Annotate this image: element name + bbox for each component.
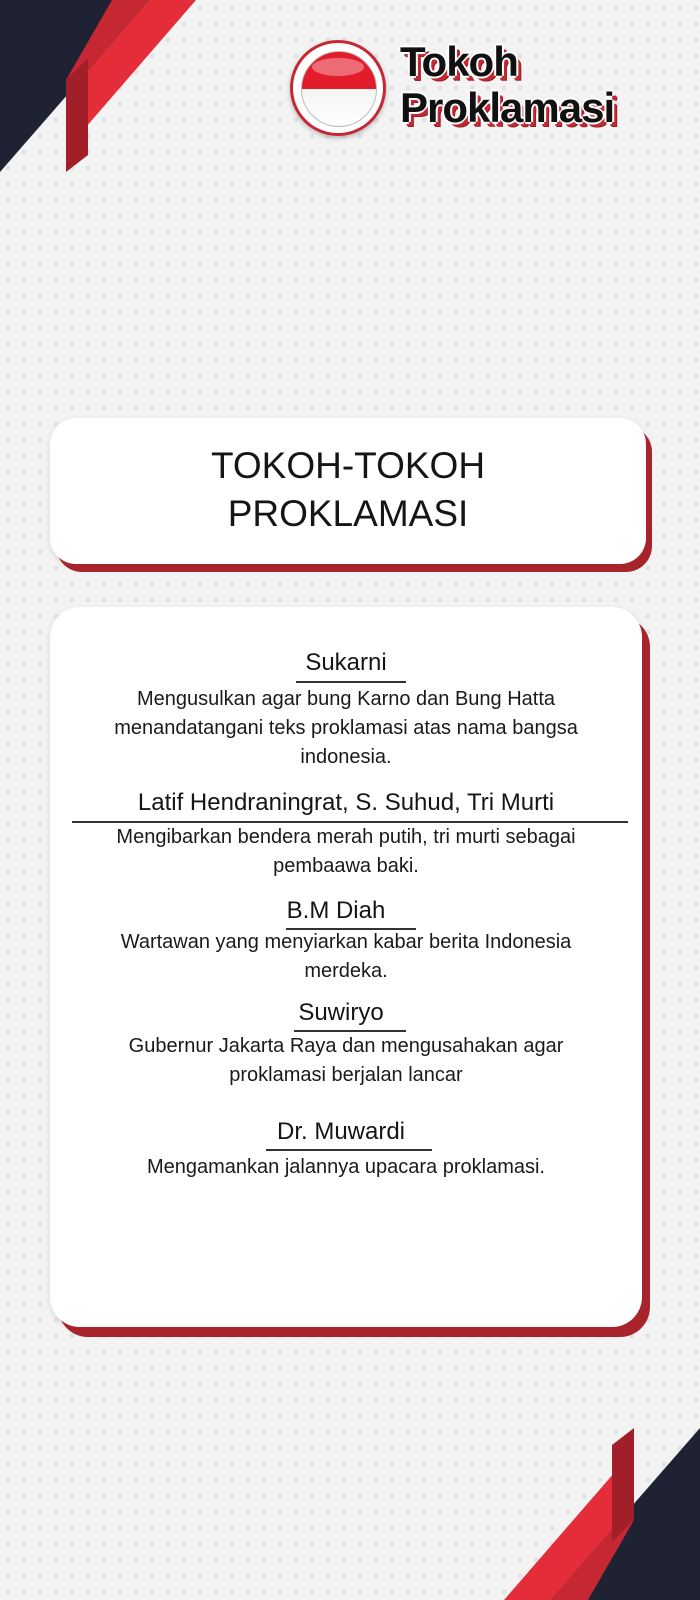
logo-text-line2: Proklamasi: [400, 84, 615, 131]
figure-name-underline: [296, 681, 406, 683]
figure-description: Gubernur Jakarta Raya dan mengusahakan agar proklamasi berjalan lancar: [128, 1035, 564, 1086]
logo: [290, 38, 670, 148]
figure-name: Sukarni: [305, 649, 387, 676]
figures-card: [50, 607, 642, 1327]
title-card: [50, 418, 646, 564]
figure-name-underline: [266, 1149, 432, 1151]
page-title-line2: PROKLAMASI: [227, 493, 469, 534]
figure-name: B.M Diah: [286, 897, 386, 924]
page-title-line1: TOKOH-TOKOH: [210, 445, 486, 486]
figure-name: Suwiryo: [298, 999, 384, 1026]
indonesian-flag-icon: [301, 51, 377, 127]
flag-badge-icon: [290, 40, 386, 136]
figure-name: Latif Hendraningrat, S. Suhud, Tri Murti: [137, 789, 555, 816]
figure-description: Mengusulkan agar bung Karno dan Bung Hatta menandatangani teks proklamasi atas nama bangsa indonesia.: [114, 688, 578, 768]
corner-decoration-top-left: [0, 0, 210, 180]
figure-description: Mengibarkan bendera merah putih, tri murti sebagai pembaawa baki.: [116, 826, 576, 877]
figure-name: Dr. Muwardi: [276, 1118, 406, 1145]
figure-description: Mengamankan jalannya upacara proklamasi.: [146, 1156, 545, 1178]
corner-decoration-bottom-right: [490, 1420, 700, 1600]
logo-text-line1: Tokoh: [400, 38, 518, 85]
figure-description: Wartawan yang menyiarkan kabar berita Indonesia merdeka.: [120, 931, 572, 982]
